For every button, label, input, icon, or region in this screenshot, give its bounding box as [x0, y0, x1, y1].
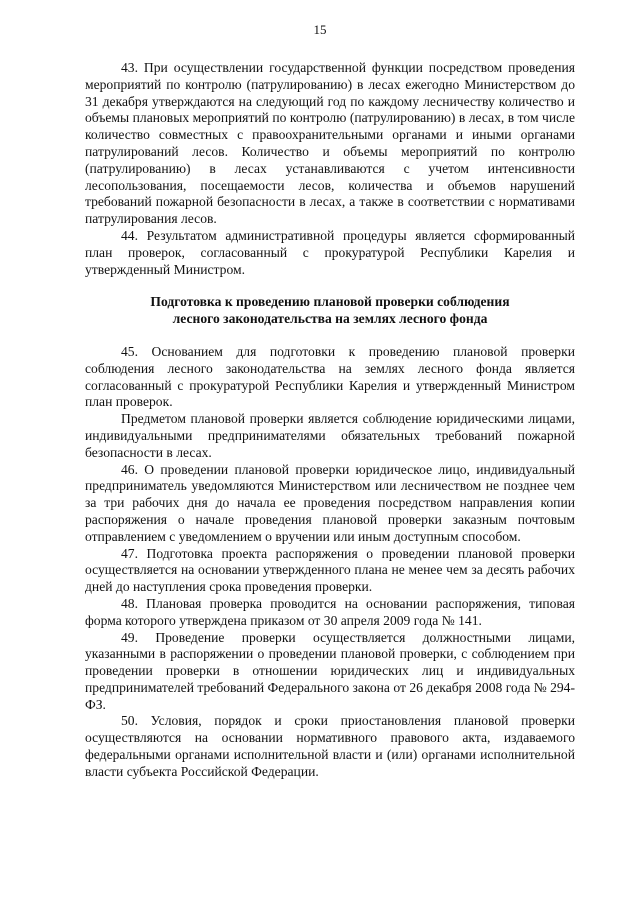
document-body: [85, 60, 575, 781]
section-heading-line-1: Подготовка к проведению плановой проверки соблюдения: [150, 294, 510, 310]
paragraph-44: 44. Результатом административной процедуры является сформированный план проверок, согласованный с прокуратурой Республики Карелия и утвержденный Министром.: [85, 227, 575, 277]
paragraph-45: 45. Основанием для подготовки к проведению плановой проверки соблюдения лесного законодательства на землях лесного фонда является согласованный с прокуратурой Республики Карелия и утвержденный Министром план проверок.: [85, 343, 575, 410]
paragraph-48: 48. Плановая проверка проводится на основании распоряжения, типовая форма которого утверждена приказом от 30 апреля 2009 года № 141.: [85, 595, 575, 628]
page-number: 15: [313, 22, 327, 37]
paragraph-50: 50. Условия, порядок и сроки приостановления плановой проверки осуществляются на основании нормативного правового акта, издаваемого федеральными органами исполнительной власти и (или) органами исполнительной власти субъекта Российской Федерации.: [85, 713, 575, 779]
paragraph-47: 47. Подготовка проекта распоряжения о проведении плановой проверки осуществляется на основании утвержденного плана не менее чем за десять рабочих дней до наступления срока проведения проверки.: [85, 545, 575, 595]
paragraph-49: 49. Проведение проверки осуществляется должностными лицами, указанными в распоряжении о проведении плановой проверки, с соблюдением при проведении проверки в отношении юридических лиц и индивидуальных предпринимателей требований Федерального закона от 26 декабря 2008 года № 294-ФЗ.: [85, 629, 575, 712]
section-heading: [85, 294, 575, 328]
paragraph-43: 43. При осуществлении государственной функции посредством проведения мероприятий по контролю (патрулированию) в лесах ежегодно Министерством до 31 декабря утверждаются на следующий год по каждому лесничеству количество и объемы плановых мероприятий по контролю (патрулированию) в лесах, в том числе количество совместных с правоохранительными органами и иными органами патрулирований лесов. Количество и объемы мероприятий по контролю (патрулированию) в лесах устанавливаются с учетом интенсивности лесопользования, посещаемости лесов, количества и объемов нарушений требований пожарной безопасности в лесах, а также в соответствии с нормативами патрулирования лесов.: [85, 60, 575, 227]
section-heading-line-2: лесного законодательства на землях лесного фонда: [172, 311, 488, 327]
paragraph-subject: Предметом плановой проверки является соблюдение юридическими лицами, индивидуальными предпринимателями обязательных требований пожарной безопасности в лесах.: [85, 411, 575, 460]
paragraph-46: 46. О проведении плановой проверки юридическое лицо, индивидуальный предприниматель уведомляются Министерством или лесничеством не позднее чем за три рабочих дня до начала ее проведения посредством направления копии распоряжения о начале проведения плановой проверки заказным почтовым отправлением с уведомлением о вручении или иным доступным способом.: [85, 461, 575, 544]
